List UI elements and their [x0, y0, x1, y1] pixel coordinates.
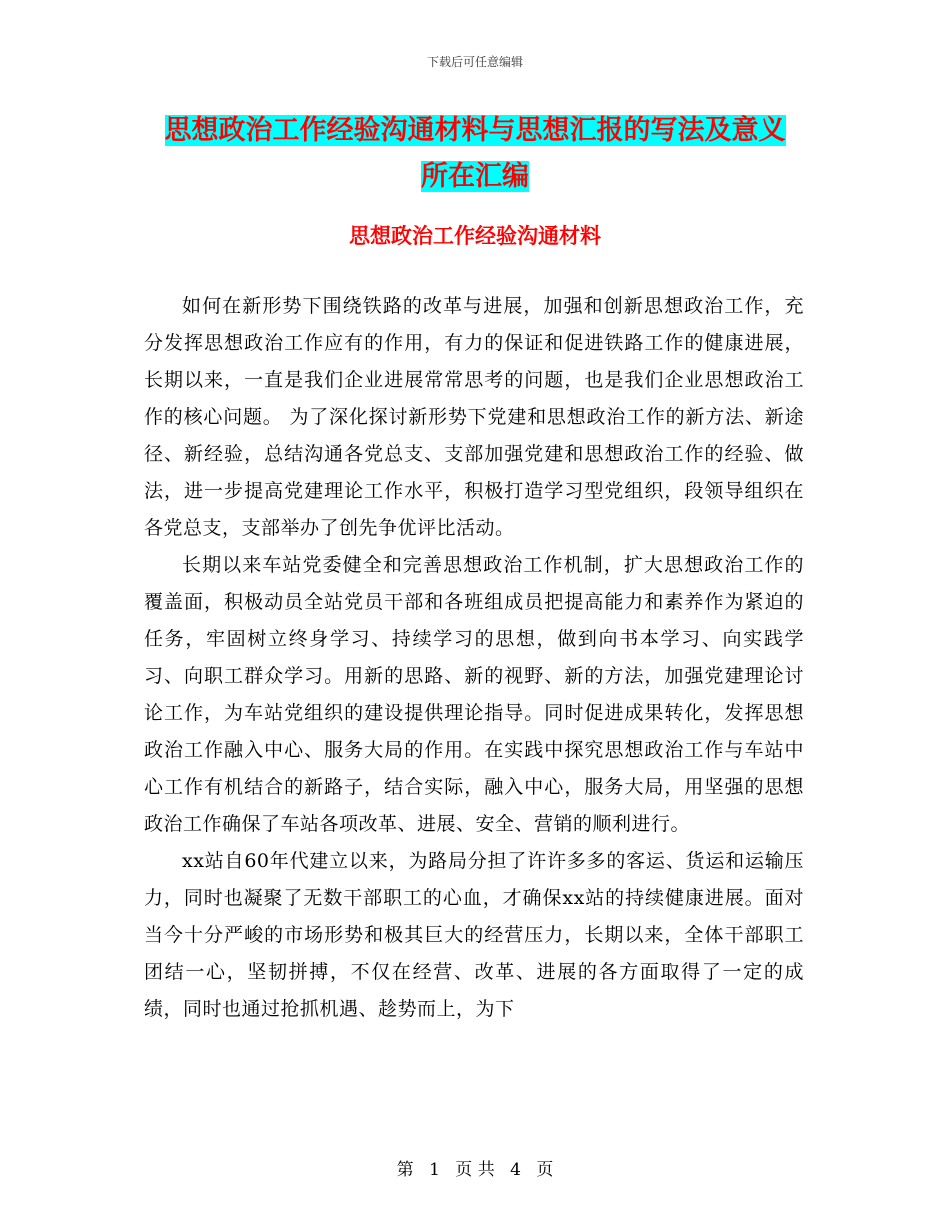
paragraph-2: 长期以来车站党委健全和完善思想政治工作机制，扩大思想政治工作的覆盖面，积极动员全站党员干部和各班组成员把提高能力和素养作为紧迫的任务，牢固树立终身学习、持续学习的思想，做到向书本学习、向实践学习、向职工群众学习。用新的思路、新的视野、新的方法，加强党建理论讨论工作，为车站党组织的建设提供理论指导。同时促进成果转化，发挥思想政治工作融入中心、服务大局的作用。在实践中探究思想政治工作与车站中心工作有机结合的新路子，结合实际，融入中心，服务大局，用坚强的思想政治工作确保了车站各项改革、进展、安全、营销的顺利进行。	[144, 554, 804, 835]
document-body	[144, 288, 804, 1028]
page-total: 4	[510, 1160, 521, 1180]
header-note: 下载后可任意编辑	[426, 55, 523, 69]
document-title	[150, 108, 800, 200]
page-number: 1	[429, 1160, 440, 1180]
paragraph-1: 如何在新形势下围绕铁路的改革与进展，加强和创新思想政治工作，充分发挥思想政治工作应有的作用，有力的保证和促进铁路工作的健康进展，长期以来，一直是我们企业进展常常思考的问题，也是我们企业思想政治工作的核心问题。 为了深化探讨新形势下党建和思想政治工作的新方法、新途径、新经验，总结沟通各党总支、支部加强党建和思想政治工作的经验、做法，进一步提高党建理论工作水平，积极打造学习型党组织，段领导组织在各党总支，支部举办了创先争优评比活动。	[144, 295, 804, 539]
title-line-2: 所在汇编	[421, 161, 529, 192]
page-mid: 页 共	[455, 1160, 495, 1180]
page-prefix: 第	[396, 1160, 414, 1180]
title-line-1: 思想政治工作经验沟通材料与思想汇报的写法及意义	[164, 115, 786, 146]
paragraph-3: xx站自60年代建立以来，为路局分担了许许多多的客运、货运和运输压力，同时也凝聚了无数干部职工的心血，才确保xx站的持续健康进展。面对当今十分严峻的市场形势和极其巨大的经营压力，长期以来，全体干部职工团结一心，坚韧拼搏，不仅在经营、改革、进展的各方面取得了一定的成绩，同时也通过抢抓机遇、趁势而上，为下	[144, 850, 804, 1020]
page-suffix: 页	[536, 1160, 554, 1180]
page-footer	[0, 1155, 950, 1180]
section-heading: 思想政治工作经验沟通材料	[349, 223, 601, 248]
